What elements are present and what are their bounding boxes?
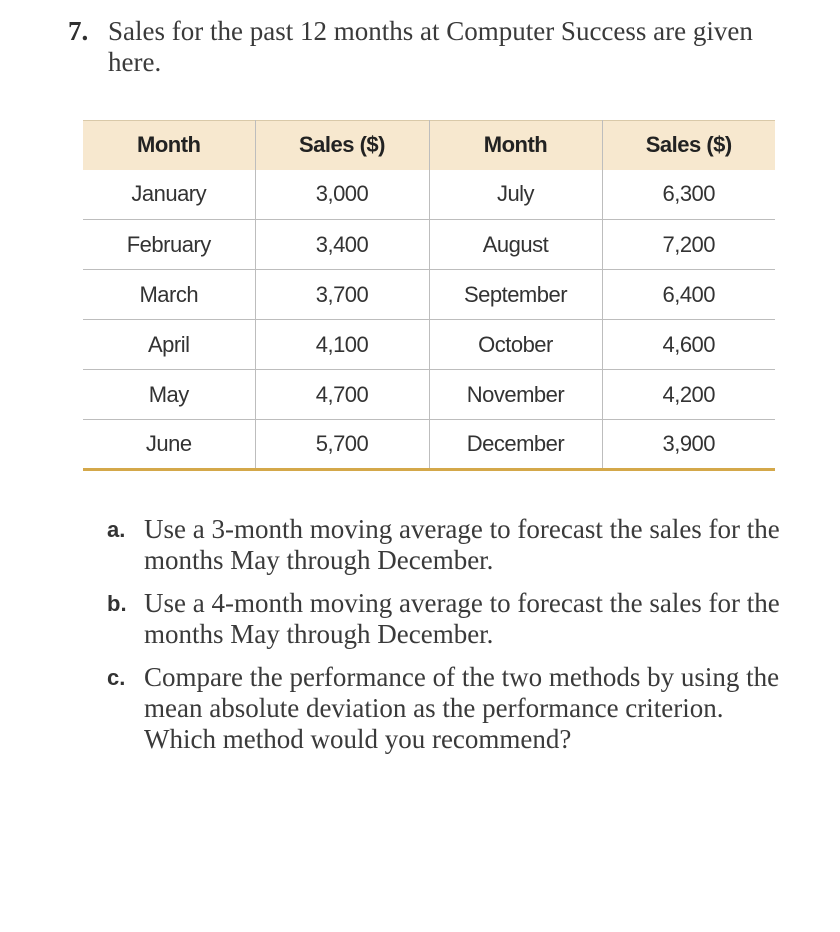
table-header-row	[83, 121, 775, 170]
sales-cell: 4,100	[255, 320, 429, 370]
month-cell: June	[83, 420, 255, 470]
header-month-2: Month	[429, 121, 602, 170]
part-text: Use a 3-month moving average to forecast the sales for the months May through December.	[144, 514, 780, 575]
month-cell: August	[429, 220, 602, 270]
header-sales-2: Sales ($)	[602, 121, 775, 170]
sales-cell: 6,300	[662, 181, 716, 207]
sales-table	[83, 120, 775, 471]
month-cell: January	[83, 170, 255, 220]
month-cell: July	[429, 170, 602, 220]
header-month-1: Month	[83, 121, 255, 170]
problem-text: Sales for the past 12 months at Computer Success are given here.	[108, 16, 753, 77]
table-row	[83, 220, 775, 270]
month-cell: October	[429, 320, 602, 370]
month-cell: February	[83, 220, 255, 270]
month-cell: November	[429, 370, 602, 420]
sales-cell: 6,400	[662, 281, 716, 307]
part-letter: b.	[107, 591, 127, 616]
sales-cell: 4,600	[662, 331, 716, 357]
part-c	[107, 662, 787, 755]
part-letter: c.	[107, 665, 126, 690]
month-cell: May	[83, 370, 255, 420]
month-cell: April	[83, 320, 255, 370]
sales-cell: 7,200	[662, 231, 716, 257]
sales-cell: 3,700	[255, 270, 429, 320]
sales-cell: 5,700	[255, 420, 429, 470]
problem-statement	[68, 16, 788, 78]
month-cell: March	[83, 270, 255, 320]
table-row	[83, 370, 775, 420]
table-row	[83, 170, 775, 220]
month-cell: September	[429, 270, 602, 320]
sales-cell: 3,400	[255, 220, 429, 270]
problem-number: 7.	[68, 16, 89, 46]
part-letter: a.	[107, 517, 126, 542]
table-row	[83, 420, 775, 470]
month-cell: December	[429, 420, 602, 470]
part-text: Use a 4-month moving average to forecast the sales for the months May through December.	[144, 588, 780, 649]
sales-cell: 4,700	[255, 370, 429, 420]
sales-cell: 4,200	[662, 381, 716, 407]
sales-cell: 3,900	[662, 431, 716, 456]
sales-cell: 3,000	[255, 170, 429, 220]
part-a	[107, 514, 787, 576]
part-b	[107, 588, 787, 650]
table-row	[83, 270, 775, 320]
question-parts	[107, 514, 787, 767]
header-sales-1: Sales ($)	[255, 121, 429, 170]
table-row	[83, 320, 775, 370]
part-text: Compare the performance of the two methods by using the mean absolute deviation as the performance criterion. Which method would you recommend?	[144, 662, 780, 754]
